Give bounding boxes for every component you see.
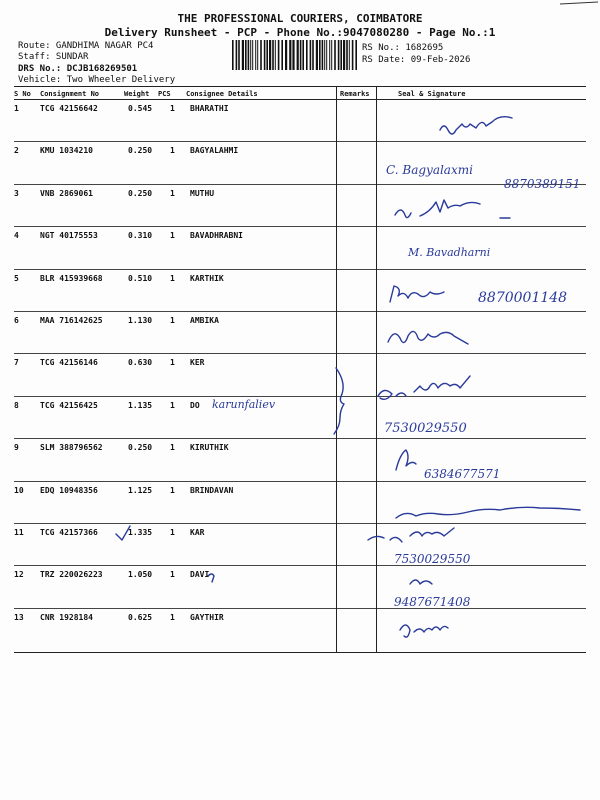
barcode-bar [275, 40, 276, 70]
row-sno: 11 [14, 528, 24, 537]
row-sno: 4 [14, 231, 19, 241]
remarks-right-border [376, 86, 377, 652]
barcode-bar [319, 40, 321, 70]
row-divider [14, 353, 586, 354]
barcode-bar [252, 40, 253, 70]
row-sno: 5 [14, 273, 19, 283]
barcode-bar [306, 40, 308, 70]
signature-row-12 [410, 580, 432, 584]
row-consignment-no: MAA 716142625 [40, 316, 103, 325]
barcode-bar [349, 40, 350, 70]
col-header-sno: S No [14, 90, 31, 98]
row-pcs: 1 [170, 316, 175, 325]
signature-row-6 [388, 331, 468, 344]
row-pcs: 1 [170, 231, 175, 241]
row-weight: 1.050 [128, 570, 153, 580]
phone-row-2: 8870389151 [504, 177, 581, 191]
signature-row-1 [440, 117, 512, 134]
row-consignment-no: TCG 42156642 [40, 104, 98, 113]
rs-date: RS Date: 09-Feb-2026 [362, 55, 471, 65]
row-divider [14, 481, 586, 482]
barcode-bar [355, 40, 357, 70]
barcode-bar [255, 40, 256, 70]
row-consignee: BAVADHRABNI [190, 231, 243, 241]
row-weight: 1.125 [128, 485, 153, 495]
row-consignment-no: TCG 42157366 [40, 528, 98, 537]
drs-number: DRS No.: DCJB168269501 [18, 64, 138, 74]
row-pcs: 1 [170, 443, 175, 453]
row-weight: 0.250 [128, 188, 153, 198]
barcode-bar [281, 40, 283, 70]
vehicle-label: Vehicle: Two Wheeler Delivery [18, 75, 176, 85]
barcode-bar [250, 40, 251, 70]
runsheet-subtitle: Delivery Runsheet - PCP - Phone No.:9047080280 - Page No.:1 [104, 26, 496, 39]
barcode-bar [331, 40, 332, 70]
row-divider [14, 438, 586, 439]
row-consignee: DAVI [190, 570, 210, 580]
row-sno: 1 [14, 104, 19, 113]
barcode-bar [324, 40, 325, 70]
barcode-bar [242, 40, 244, 70]
row-sno: 2 [14, 146, 19, 156]
row-consignee: KAR [190, 528, 205, 537]
signature-row-4: M. Bavadharni [408, 246, 491, 259]
barcode-bar [302, 40, 304, 70]
signature-row-2: C. Bagyalaxmi [386, 163, 473, 177]
row-consignee: KER [190, 358, 205, 368]
scan-edge-mark [560, 0, 600, 8]
row-weight: 0.630 [128, 358, 153, 368]
barcode-bar [238, 40, 240, 70]
row-divider [14, 141, 586, 142]
row-divider [14, 311, 586, 312]
row-sno: 13 [14, 612, 24, 622]
barcode-bar [326, 40, 327, 70]
col-header-remarks: Remarks [340, 90, 370, 98]
row-consignment-no: CNR 1928184 [40, 612, 93, 622]
row-consignment-no: VNB 2869061 [40, 188, 93, 198]
phone-row-8: 7530029550 [384, 421, 467, 436]
row-pcs: 1 [170, 146, 175, 156]
signature-row-10 [396, 507, 580, 518]
barcode-bar [346, 40, 348, 70]
row-sno: 9 [14, 443, 19, 453]
barcode-bar [269, 40, 271, 70]
signature-row-5 [390, 286, 444, 302]
row-divider [14, 523, 586, 524]
table-bottom-border [14, 652, 586, 653]
row-sno: 6 [14, 316, 19, 325]
col-header-seal: Seal & Signature [398, 90, 466, 98]
row-divider [14, 608, 586, 609]
row-divider [14, 396, 586, 397]
signature-row-9 [396, 450, 416, 470]
table-header-border [14, 99, 586, 100]
row-sno: 3 [14, 188, 19, 198]
barcode-bar [310, 40, 312, 70]
row-pcs: 1 [170, 358, 175, 368]
row-consignment-no: BLR 415939668 [40, 273, 103, 283]
row-sno: 10 [14, 485, 24, 495]
row-consignment-no: NGT 40175553 [40, 231, 98, 241]
barcode-bar [266, 40, 268, 70]
barcode-bar [340, 40, 342, 70]
barcode-bar [316, 40, 318, 70]
staff-label: Staff: SUNDAR [18, 52, 89, 62]
col-header-pcs: PCS [158, 90, 171, 98]
barcode-bar [343, 40, 345, 70]
barcode-bar [352, 40, 354, 70]
row-consignee: DO [190, 400, 200, 410]
row-consignment-no: EDQ 10948356 [40, 485, 98, 495]
barcode-bar [292, 40, 294, 70]
row-weight: 0.310 [128, 231, 153, 241]
col-header-weight: Weight [124, 90, 150, 98]
signature-row-11 [368, 528, 454, 542]
row-weight: 1.335 [128, 528, 153, 537]
company-title: THE PROFESSIONAL COURIERS, COIMBATORE [177, 12, 423, 25]
row-pcs: 1 [170, 528, 175, 537]
row-consignee: MUTHU [190, 188, 215, 198]
row-consignment-no: TCG 42156146 [40, 358, 98, 368]
row-consignee: GAYTHIR [190, 612, 224, 622]
row-pcs: 1 [170, 104, 175, 113]
remarks-left-border [336, 86, 337, 652]
barcode-bar [285, 40, 287, 70]
row-sno: 8 [14, 400, 19, 410]
barcode-bar [338, 40, 340, 70]
barcode-bar [272, 40, 274, 70]
row-weight: 0.510 [128, 273, 153, 283]
barcode-bar [289, 40, 291, 70]
row-consignee: BHARATHI [190, 104, 229, 113]
table-top-border [14, 86, 586, 87]
barcode-bar [278, 40, 280, 70]
barcode-bar [257, 40, 258, 70]
row-weight: 0.625 [128, 612, 153, 622]
row-divider [14, 184, 586, 185]
barcode-bar [232, 40, 234, 70]
row-consignment-no: TCG 42156425 [40, 400, 98, 410]
row-pcs: 1 [170, 485, 175, 495]
barcode-bar [264, 40, 266, 70]
barcode-bar [329, 40, 330, 70]
row-sno: 12 [14, 570, 24, 580]
row-pcs: 1 [170, 612, 175, 622]
row-consignee: BRINDAVAN [190, 485, 234, 495]
route-label: Route: GANDHIMA NAGAR PC4 [18, 41, 154, 51]
barcode-bar [322, 40, 324, 70]
row-consignee: KIRUTHIK [190, 443, 229, 453]
row-consignee: AMBIKA [190, 316, 219, 325]
barcode-image [232, 40, 360, 70]
row-pcs: 1 [170, 188, 175, 198]
row-weight: 0.250 [128, 443, 153, 453]
col-header-consignment: Consignment No [40, 90, 100, 98]
row-divider [14, 565, 586, 566]
row-weight: 0.545 [128, 104, 153, 113]
signature-row-3 [395, 200, 510, 218]
row-pcs: 1 [170, 570, 175, 580]
row-divider [14, 269, 586, 270]
signature-row-13 [400, 625, 448, 637]
row-sno: 7 [14, 358, 19, 368]
row-consignment-no: SLM 388796562 [40, 443, 103, 453]
phone-row-11: 7530029550 [394, 552, 471, 566]
barcode-bar [300, 40, 302, 70]
row-divider [14, 226, 586, 227]
remark-row-8: karunfaliev [212, 398, 276, 411]
phone-row-12: 9487671408 [394, 595, 471, 609]
col-header-consignee: Consignee Details [186, 90, 258, 98]
row-consignment-no: TRZ 220026223 [40, 570, 103, 580]
row-pcs: 1 [170, 400, 175, 410]
row-weight: 0.250 [128, 146, 153, 156]
barcode-bar [334, 40, 336, 70]
row-consignee: BAGYALAHMI [190, 146, 239, 156]
barcode-bar [312, 40, 314, 70]
barcode-bar [297, 40, 299, 70]
phone-row-5: 8870001148 [478, 290, 568, 306]
barcode-bar [260, 40, 262, 70]
row-pcs: 1 [170, 273, 175, 283]
row-consignment-no: KMU 1034210 [40, 146, 93, 156]
phone-row-9: 6384677571 [424, 467, 501, 481]
row-weight: 1.135 [128, 400, 153, 410]
row-weight: 1.130 [128, 316, 153, 325]
row-consignee: KARTHIK [190, 273, 224, 283]
barcode-bar [245, 40, 247, 70]
barcode-bar [236, 40, 238, 70]
barcode-bar [248, 40, 250, 70]
rs-number: RS No.: 1682695 [362, 43, 444, 53]
